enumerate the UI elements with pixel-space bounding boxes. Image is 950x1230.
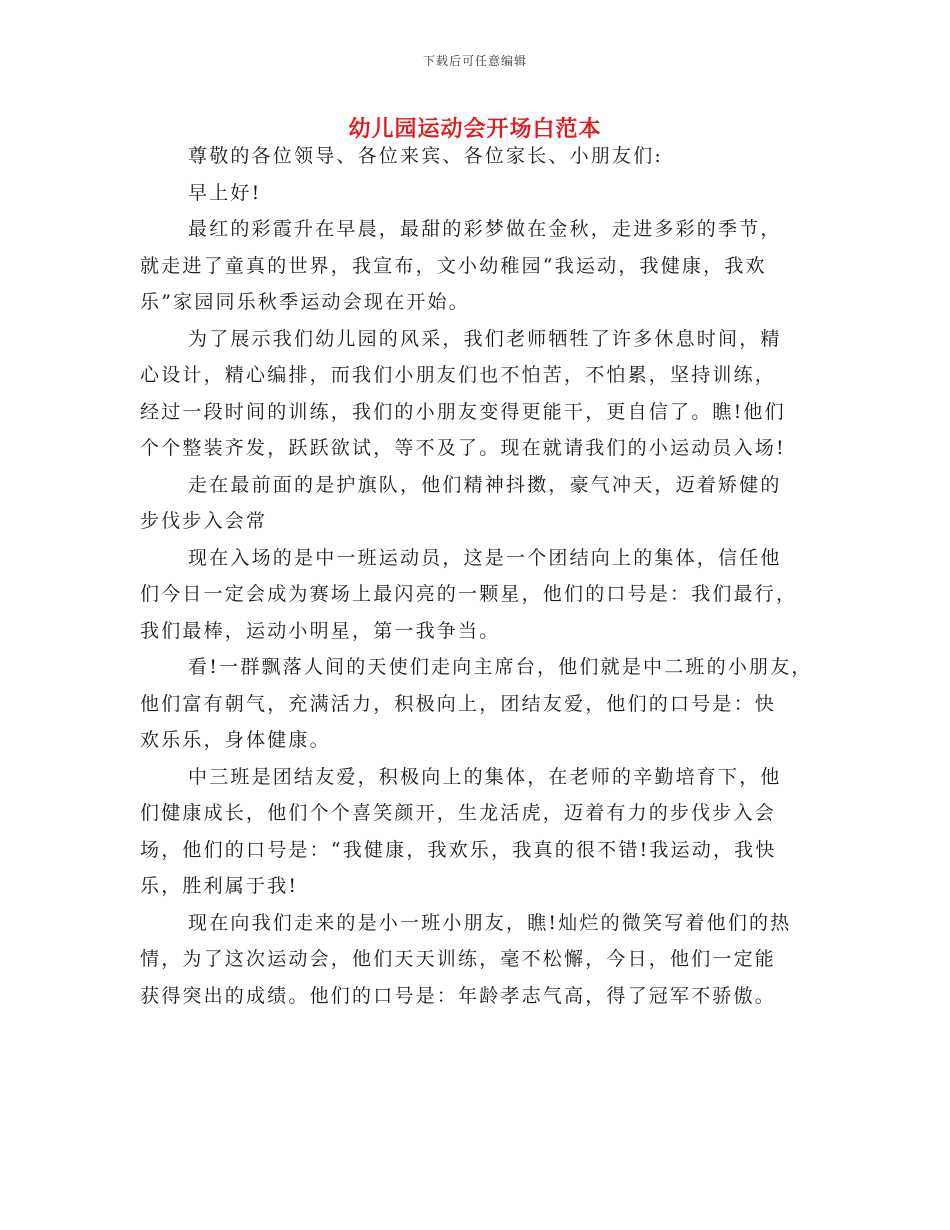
text-line: 们今日一定会成为赛场上最闪亮的一颗星，他们的口号是：我们最行，: [140, 583, 798, 605]
paragraph: [140, 759, 830, 905]
text-line: 现在向我们走来的是小一班小朋友，瞧!灿烂的微笑写着他们的热: [188, 911, 792, 934]
text-line: 欢乐乐，身体健康。: [140, 729, 331, 751]
paragraph: [140, 540, 830, 650]
text-line: 乐，胜利属于我!: [140, 875, 299, 897]
text-line: 就走进了童真的世界，我宣布，文小幼稚园“我运动，我健康，我欢: [140, 254, 767, 277]
paragraph: [140, 467, 830, 540]
text-line: 心设计，精心编排，而我们小朋友们也不怕苦，不怕累，坚持训练，: [140, 364, 777, 386]
paragraph: [140, 175, 830, 212]
text-line: 中三班是团结友爱，积极向上的集体，在老师的辛勤培育下，他: [188, 765, 782, 788]
text-line: 他们富有朝气，充满活力，积极向上，团结友爱，他们的口号是：快: [140, 692, 777, 715]
text-line: 个个整装齐发，跃跃欲试，等不及了。现在就请我们的小运动员入场!: [140, 437, 786, 459]
text-line: 获得突出的成绩。他们的口号是：年龄孝志气高，得了冠军不骄傲。: [140, 984, 777, 1007]
text-line: 经过一段时间的训练，我们的小朋友变得更能干，更自信了。瞧!他们: [140, 400, 786, 423]
paragraph: [140, 649, 830, 759]
paragraph: [140, 138, 830, 175]
text-line: 们健康成长，他们个个喜笑颜开，生龙活虎，迈着有力的步伐步入会: [140, 802, 777, 824]
text-line: 步伐步入会常: [140, 510, 268, 532]
paragraph: [140, 321, 830, 467]
document-title: 幼儿园运动会开场白范本: [348, 116, 602, 142]
text-line: 场，他们的口号是：“我健康，我欢乐，我真的很不错!我运动，我快: [140, 838, 777, 861]
text-line: 我们最棒，运动小明星，第一我争当。: [140, 619, 501, 642]
text-line: 为了展示我们幼儿园的风采，我们老师牺牲了许多休息时间，精: [188, 327, 782, 350]
text-line: 尊敬的各位领导、各位来宾、各位家长、小朋友们:: [188, 145, 664, 167]
text-line: 走在最前面的是护旗队，他们精神抖擞，豪气冲天，迈着矫健的: [188, 473, 782, 496]
text-line: 情，为了这次运动会，他们天天训练，毫不松懈，今日，他们一定能: [140, 948, 777, 970]
text-line: 现在入场的是中一班运动员，这是一个团结向上的集体，信任他: [188, 546, 782, 569]
document-body: [140, 138, 830, 1014]
paragraph: [140, 905, 830, 1015]
paragraph: [140, 211, 830, 321]
text-line: 最红的彩霞升在早晨，最甜的彩梦做在金秋，走进多彩的季节，: [188, 218, 782, 240]
text-line: 看!一群飘落人间的天使们走向主席台，他们就是中二班的小朋友，: [188, 656, 813, 678]
text-line: 乐”家园同乐秋季运动会现在开始。: [140, 291, 470, 313]
text-line: 早上好!: [188, 181, 262, 204]
header-note: 下载后可任意编辑: [422, 54, 527, 68]
